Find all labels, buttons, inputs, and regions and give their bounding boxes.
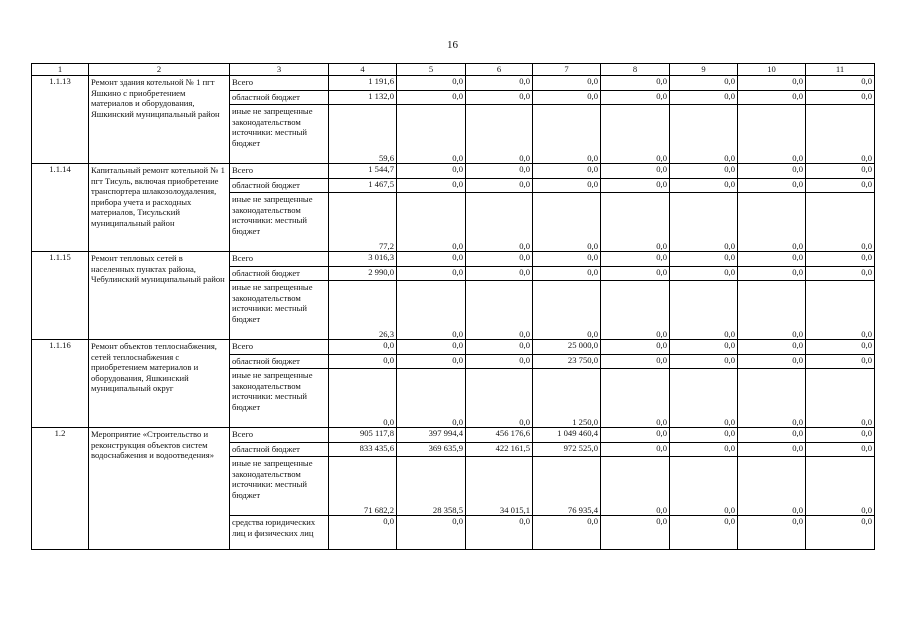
value-cell: 0,0 [670, 516, 738, 550]
funding-source: Всего [230, 340, 329, 355]
value-cell: 59,6 [329, 105, 397, 164]
value-cell: 369 635,9 [397, 442, 466, 457]
table-row [32, 428, 875, 443]
value-cell: 0,0 [670, 164, 738, 179]
value-cell: 0,0 [738, 428, 806, 443]
value-cell: 23 750,0 [533, 354, 601, 369]
value-cell: 0,0 [601, 281, 670, 340]
table-row [32, 252, 875, 267]
value-cell: 0,0 [533, 90, 601, 105]
value-cell: 0,0 [806, 457, 875, 516]
funding-source: Всего [230, 252, 329, 267]
value-cell: 0,0 [738, 252, 806, 267]
value-cell: 0,0 [806, 178, 875, 193]
value-cell: 0,0 [738, 105, 806, 164]
value-cell: 0,0 [533, 193, 601, 252]
value-cell: 1 132,0 [329, 90, 397, 105]
value-cell: 1 544,7 [329, 164, 397, 179]
table-row [32, 164, 875, 179]
value-cell: 0,0 [533, 178, 601, 193]
value-cell: 0,0 [670, 428, 738, 443]
value-cell: 1 467,5 [329, 178, 397, 193]
funding-source: Всего [230, 428, 329, 443]
value-cell: 71 682,2 [329, 457, 397, 516]
value-cell: 0,0 [466, 266, 533, 281]
table-header [32, 64, 875, 76]
value-cell: 0,0 [738, 354, 806, 369]
value-cell: 0,0 [329, 340, 397, 355]
value-cell: 0,0 [533, 252, 601, 267]
value-cell: 0,0 [533, 281, 601, 340]
value-cell: 0,0 [806, 193, 875, 252]
value-cell: 0,0 [806, 164, 875, 179]
value-cell: 0,0 [601, 340, 670, 355]
funding-source: областной бюджет [230, 354, 329, 369]
value-cell: 76 935,4 [533, 457, 601, 516]
item-name: Капитальный ремонт котельной № 1 пгт Тисуль, включая приобретение транспортера шлакозолоудаления, прибора учета и расходных материалов, Тисульский муниципальный район [89, 164, 230, 252]
item-name: Ремонт объектов теплоснабжения, сетей теплоснабжения с приобретением материалов и оборудования, Яшкинский муниципальный округ [89, 340, 230, 428]
value-cell: 833 435,6 [329, 442, 397, 457]
value-cell: 0,0 [738, 340, 806, 355]
column-number-1: 1 [32, 64, 89, 76]
value-cell: 0,0 [466, 90, 533, 105]
funding-source: областной бюджет [230, 266, 329, 281]
value-cell: 0,0 [738, 516, 806, 550]
value-cell: 0,0 [397, 178, 466, 193]
value-cell: 0,0 [601, 164, 670, 179]
column-number-6: 6 [466, 64, 533, 76]
value-cell: 0,0 [397, 516, 466, 550]
value-cell: 0,0 [738, 178, 806, 193]
value-cell: 0,0 [397, 76, 466, 91]
funding-source: областной бюджет [230, 90, 329, 105]
value-cell: 0,0 [397, 252, 466, 267]
value-cell: 26,3 [329, 281, 397, 340]
item-code: 1.2 [32, 428, 89, 550]
value-cell: 1 250,0 [533, 369, 601, 428]
value-cell: 0,0 [738, 457, 806, 516]
funding-source: иные не запрещенные законодательством источники: местный бюджет [230, 193, 329, 252]
value-cell: 0,0 [601, 178, 670, 193]
value-cell: 0,0 [601, 516, 670, 550]
value-cell: 0,0 [601, 369, 670, 428]
column-number-9: 9 [670, 64, 738, 76]
funding-source: областной бюджет [230, 178, 329, 193]
column-number-11: 11 [806, 64, 875, 76]
value-cell: 0,0 [738, 76, 806, 91]
funding-source: иные не запрещенные законодательством источники: местный бюджет [230, 281, 329, 340]
value-cell: 0,0 [397, 90, 466, 105]
value-cell: 0,0 [329, 369, 397, 428]
value-cell: 0,0 [670, 340, 738, 355]
value-cell: 2 990,0 [329, 266, 397, 281]
item-code: 1.1.16 [32, 340, 89, 428]
value-cell: 0,0 [670, 457, 738, 516]
value-cell: 0,0 [806, 428, 875, 443]
table-row [32, 76, 875, 91]
funding-source: Всего [230, 76, 329, 91]
value-cell: 0,0 [466, 252, 533, 267]
funding-source: областной бюджет [230, 442, 329, 457]
funding-source: Всего [230, 164, 329, 179]
value-cell: 0,0 [670, 354, 738, 369]
value-cell: 0,0 [466, 105, 533, 164]
value-cell: 0,0 [397, 105, 466, 164]
value-cell: 0,0 [806, 252, 875, 267]
value-cell: 0,0 [670, 281, 738, 340]
value-cell: 0,0 [601, 76, 670, 91]
value-cell: 0,0 [329, 354, 397, 369]
value-cell: 0,0 [738, 442, 806, 457]
value-cell: 0,0 [738, 266, 806, 281]
value-cell: 77,2 [329, 193, 397, 252]
value-cell: 0,0 [806, 516, 875, 550]
value-cell: 0,0 [601, 90, 670, 105]
value-cell: 0,0 [670, 252, 738, 267]
value-cell: 972 525,0 [533, 442, 601, 457]
table-body [32, 76, 875, 550]
value-cell: 0,0 [738, 90, 806, 105]
value-cell: 0,0 [466, 369, 533, 428]
value-cell: 0,0 [329, 516, 397, 550]
value-cell: 0,0 [466, 164, 533, 179]
value-cell: 0,0 [670, 369, 738, 428]
column-number-4: 4 [329, 64, 397, 76]
value-cell: 0,0 [601, 457, 670, 516]
value-cell: 0,0 [806, 281, 875, 340]
value-cell: 0,0 [806, 340, 875, 355]
value-cell: 0,0 [601, 428, 670, 443]
page-number: 16 [447, 39, 458, 51]
column-number-10: 10 [738, 64, 806, 76]
column-number-3: 3 [230, 64, 329, 76]
value-cell: 0,0 [466, 193, 533, 252]
value-cell: 0,0 [533, 266, 601, 281]
column-number-2: 2 [89, 64, 230, 76]
value-cell: 0,0 [806, 76, 875, 91]
value-cell: 0,0 [806, 369, 875, 428]
value-cell: 0,0 [670, 76, 738, 91]
value-cell: 0,0 [601, 252, 670, 267]
value-cell: 28 358,5 [397, 457, 466, 516]
column-number-8: 8 [601, 64, 670, 76]
value-cell: 0,0 [601, 354, 670, 369]
value-cell: 0,0 [533, 76, 601, 91]
value-cell: 0,0 [601, 266, 670, 281]
item-name: Мероприятие «Строительство и реконструкция объектов систем водоснабжения и водоотведения» [89, 428, 230, 550]
value-cell: 0,0 [397, 266, 466, 281]
value-cell: 0,0 [466, 354, 533, 369]
value-cell: 0,0 [806, 354, 875, 369]
value-cell: 0,0 [601, 442, 670, 457]
value-cell: 0,0 [533, 516, 601, 550]
value-cell: 0,0 [806, 442, 875, 457]
value-cell: 0,0 [670, 266, 738, 281]
value-cell: 34 015,1 [466, 457, 533, 516]
value-cell: 0,0 [738, 369, 806, 428]
column-number-7: 7 [533, 64, 601, 76]
value-cell: 0,0 [670, 442, 738, 457]
item-name: Ремонт здания котельной № 1 пгт Яшкино с приобретением материалов и оборудования, Яшкинский муниципальный район [89, 76, 230, 164]
value-cell: 422 161,5 [466, 442, 533, 457]
value-cell: 0,0 [601, 105, 670, 164]
value-cell: 0,0 [466, 516, 533, 550]
value-cell: 1 049 460,4 [533, 428, 601, 443]
value-cell: 0,0 [738, 281, 806, 340]
value-cell: 3 016,3 [329, 252, 397, 267]
value-cell: 0,0 [466, 281, 533, 340]
value-cell: 0,0 [806, 266, 875, 281]
item-code: 1.1.13 [32, 76, 89, 164]
table-row [32, 340, 875, 355]
value-cell: 0,0 [397, 369, 466, 428]
funding-source: иные не запрещенные законодательством источники: местный бюджет [230, 105, 329, 164]
value-cell: 0,0 [533, 164, 601, 179]
value-cell: 0,0 [806, 105, 875, 164]
value-cell: 0,0 [670, 90, 738, 105]
value-cell: 0,0 [397, 281, 466, 340]
value-cell: 0,0 [738, 193, 806, 252]
value-cell: 0,0 [533, 105, 601, 164]
value-cell: 0,0 [466, 76, 533, 91]
item-name: Ремонт тепловых сетей в населенных пунктах района, Чебулинский муниципальный район [89, 252, 230, 340]
value-cell: 25 000,0 [533, 340, 601, 355]
value-cell: 0,0 [670, 193, 738, 252]
value-cell: 456 176,6 [466, 428, 533, 443]
value-cell: 397 994,4 [397, 428, 466, 443]
column-number-5: 5 [397, 64, 466, 76]
value-cell: 0,0 [397, 340, 466, 355]
funding-source: иные не запрещенные законодательством источники: местный бюджет [230, 369, 329, 428]
value-cell: 0,0 [397, 354, 466, 369]
value-cell: 0,0 [466, 340, 533, 355]
value-cell: 1 191,6 [329, 76, 397, 91]
funding-source: иные не запрещенные законодательством источники: местный бюджет [230, 457, 329, 516]
value-cell: 0,0 [806, 90, 875, 105]
value-cell: 0,0 [601, 193, 670, 252]
value-cell: 0,0 [397, 193, 466, 252]
item-code: 1.1.15 [32, 252, 89, 340]
item-code: 1.1.14 [32, 164, 89, 252]
value-cell: 0,0 [738, 164, 806, 179]
value-cell: 0,0 [466, 178, 533, 193]
funding-source: средства юридических лиц и физических лиц [230, 516, 329, 550]
budget-table [31, 63, 875, 550]
value-cell: 905 117,8 [329, 428, 397, 443]
value-cell: 0,0 [670, 178, 738, 193]
value-cell: 0,0 [397, 164, 466, 179]
value-cell: 0,0 [670, 105, 738, 164]
